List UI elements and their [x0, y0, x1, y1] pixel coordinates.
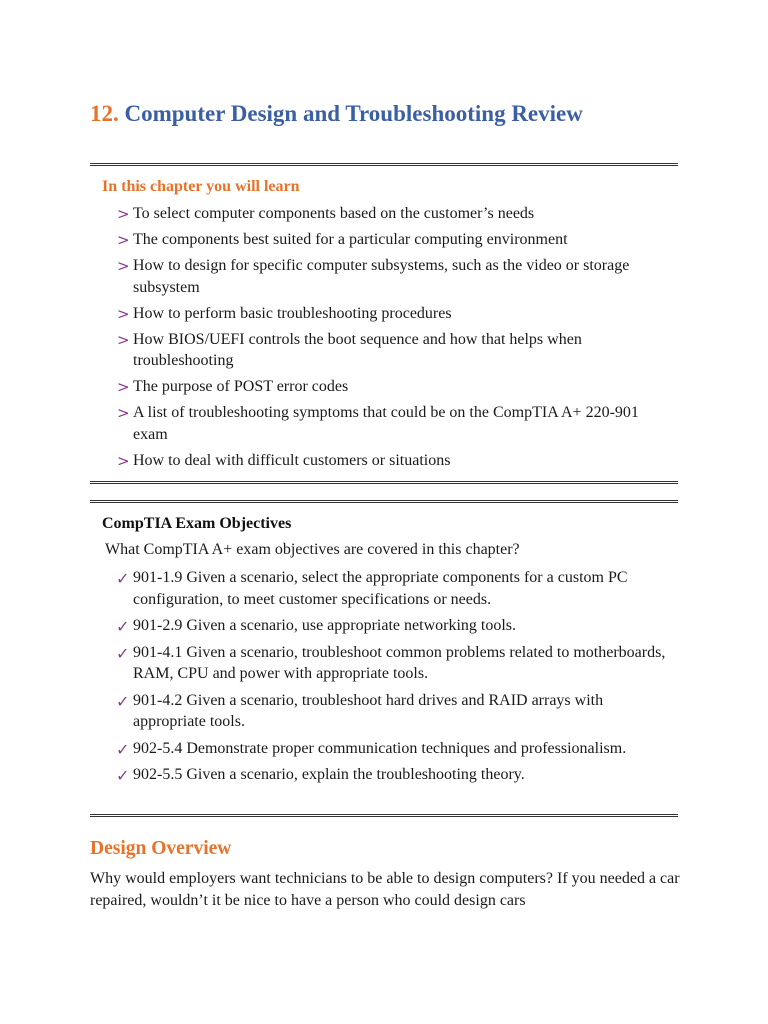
list-item-text: 901-4.2 Given a scenario, troubleshoot hard drives and RAID arrays with appropriate tools. [133, 691, 604, 730]
design-overview-heading: Design Overview [90, 838, 232, 859]
list-item-text: The purpose of POST error codes [133, 378, 349, 395]
chevron-right-icon: > [117, 404, 130, 422]
chapter-title [90, 101, 583, 127]
chevron-right-icon: > [117, 231, 130, 249]
list-item-text: How to design for specific computer subsystems, such as the video or storage subsystem [133, 257, 630, 296]
list-item [117, 764, 672, 786]
checkmark-icon: ✓ [116, 766, 130, 785]
list-item-text: To select computer components based on the customer’s needs [133, 205, 535, 222]
list-item [117, 450, 662, 472]
list-item-text: 901-2.9 Given a scenario, use appropriate networking tools. [133, 617, 517, 634]
list-item [117, 229, 662, 251]
list-item-text: How BIOS/UEFI controls the boot sequence and how that helps when troubleshooting [133, 330, 582, 369]
checkmark-icon: ✓ [116, 691, 130, 711]
checkmark-icon: ✓ [116, 643, 130, 663]
list-item-text: 902-5.4 Demonstrate proper communication techniques and professionalism. [133, 739, 627, 757]
objectives-list [117, 567, 672, 791]
checkmark-icon: ✓ [116, 569, 130, 588]
section-rule [90, 500, 678, 503]
checkmark-icon: ✓ [116, 739, 130, 759]
list-item [117, 690, 672, 733]
list-item-text: The components best suited for a particular computing environment [133, 231, 568, 248]
chapter-title-text: Computer Design and Troubleshooting Review [124, 101, 583, 126]
checkmark-icon: ✓ [116, 617, 130, 636]
section-rule [90, 814, 678, 817]
chevron-right-icon: > [117, 451, 130, 470]
chevron-right-icon: > [117, 304, 130, 323]
list-item-text: How to deal with difficult customers or situations [133, 451, 451, 469]
list-item-text: How to perform basic troubleshooting procedures [133, 304, 452, 322]
chevron-right-icon: > [117, 257, 130, 275]
list-item [117, 203, 662, 225]
list-item [117, 255, 662, 298]
list-item [117, 402, 662, 445]
list-item [117, 567, 672, 610]
objectives-question: What CompTIA A+ exam objectives are covered in this chapter? [105, 541, 520, 558]
list-item-text: 902-5.5 Given a scenario, explain the troubleshooting theory. [133, 766, 525, 783]
list-item [117, 642, 672, 685]
list-item [117, 376, 662, 398]
list-item [117, 329, 662, 372]
list-item [117, 303, 662, 325]
chevron-right-icon: > [117, 330, 130, 349]
learn-list [117, 203, 662, 476]
list-item [117, 738, 672, 760]
chapter-number: 12. [90, 101, 119, 126]
chevron-right-icon: > [117, 378, 130, 396]
list-item-text: 901-4.1 Given a scenario, troubleshoot common problems related to motherboards, RAM, CPU and power with appropriate tools. [133, 643, 666, 682]
list-item [117, 615, 672, 637]
learn-heading: In this chapter you will learn [102, 178, 300, 195]
chevron-right-icon: > [117, 205, 130, 223]
objectives-heading: CompTIA Exam Objectives [102, 515, 292, 532]
section-rule [90, 163, 678, 166]
section-rule [90, 481, 678, 484]
design-overview-paragraph: Why would employers want technicians to be able to design computers? If you needed a car repaired, wouldn’t it be nice to have a person who could design cars [90, 870, 680, 909]
list-item-text: 901-1.9 Given a scenario, select the appropriate components for a custom PC configuration, to meet customer specifications or needs. [133, 569, 628, 608]
list-item-text: A list of troubleshooting symptoms that could be on the CompTIA A+ 220-901 exam [133, 404, 639, 443]
